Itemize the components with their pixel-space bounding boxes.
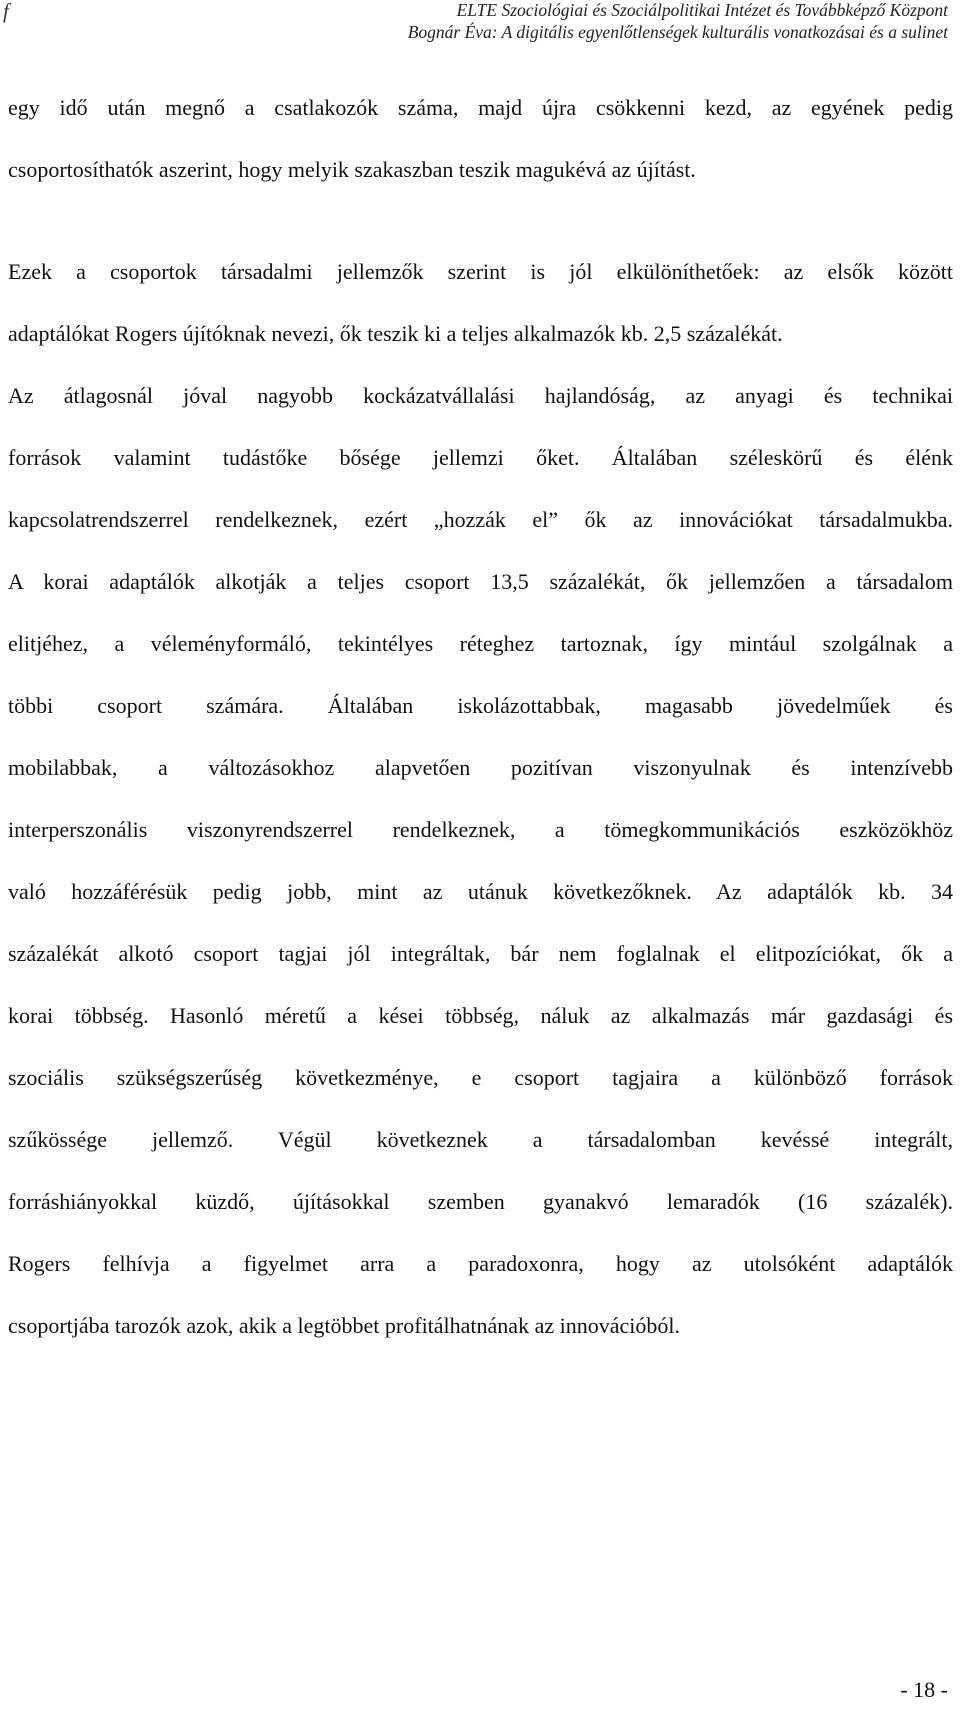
institute-logo: f xyxy=(3,0,9,23)
text-line: Rogers felhívja a figyelmet arra a paradoxonra, hogy az utolsóként adaptálók xyxy=(8,1251,953,1276)
text-line: kapcsolatrendszerrel rendelkeznek, ezért „hozzák el” ők az innovációkat társadalmukba. xyxy=(8,507,953,532)
text-line: mobilabbak, a változásokhoz alapvetően pozitívan viszonyulnak és intenzívebb xyxy=(8,755,953,780)
text-line: forráshiányokkal küzdő, újításokkal szemben gyanakvó lemaradók (16 százalék). xyxy=(8,1189,953,1214)
text-line: szociális szükségszerűség következménye, e csoport tagjaira a különböző források xyxy=(8,1065,953,1090)
page-number: - 18 - xyxy=(900,1677,948,1702)
text-line: interperszonális viszonyrendszerrel rendelkeznek, a tömegkommunikációs eszközökhöz xyxy=(8,817,953,842)
text-line: egy idő után megnő a csatlakozók száma, majd újra csökkenni kezd, az egyének pedig xyxy=(8,95,953,120)
paragraph-1 xyxy=(8,77,953,201)
text-line: források valamint tudástőke bősége jellemzi őket. Általában széleskörű és élénk xyxy=(8,445,953,470)
page-header xyxy=(0,0,960,40)
text-line: százalékát alkotó csoport tagjai jól integráltak, bár nem foglalnak el elitpozíciókat, ők a xyxy=(8,941,953,966)
paragraph-2 xyxy=(8,241,953,1357)
text-line: csoportjába tarozók azok, akik a legtöbbet profitálhatnának az innovációból. xyxy=(8,1313,680,1338)
text-line: elitjéhez, a véleményformáló, tekintélyes réteghez tartoznak, így mintául szolgálnak a xyxy=(8,631,953,656)
text-line: A korai adaptálók alkotják a teljes csoport 13,5 százalékát, ők jellemzően a társadalom xyxy=(8,569,953,594)
text-line: Ezek a csoportok társadalmi jellemzők szerint is jól elkülöníthetőek: az elsők között xyxy=(8,259,953,284)
text-line: Az átlagosnál jóval nagyobb kockázatvállalási hajlandóság, az anyagi és technikai xyxy=(8,383,953,408)
text-line: való hozzáférésük pedig jobb, mint az utánuk következőknek. Az adaptálók kb. 34 xyxy=(8,879,953,904)
header-institute-name: ELTE Szociológiai és Szociálpolitikai Intézet és Továbbképző Központ xyxy=(456,0,948,20)
text-line: szűkössége jellemző. Végül következnek a társadalomban kevéssé integrált, xyxy=(8,1127,953,1152)
text-line: adaptálókat Rogers újítóknak nevezi, ők teszik ki a teljes alkalmazók kb. 2,5 százalékát. xyxy=(8,321,783,346)
text-line: többi csoport számára. Általában iskolázottabbak, magasabb jövedelműek és xyxy=(8,693,953,718)
header-document-title: Bognár Éva: A digitális egyenlőtlenségek kulturális vonatkozásai és a sulinet xyxy=(407,22,948,42)
text-line: csoportosíthatók aszerint, hogy melyik szakaszban teszik magukévá az újítást. xyxy=(8,157,696,182)
text-line: korai többség. Hasonló méretű a kései többség, náluk az alkalmazás már gazdasági és xyxy=(8,1003,953,1028)
header-text xyxy=(408,0,948,43)
